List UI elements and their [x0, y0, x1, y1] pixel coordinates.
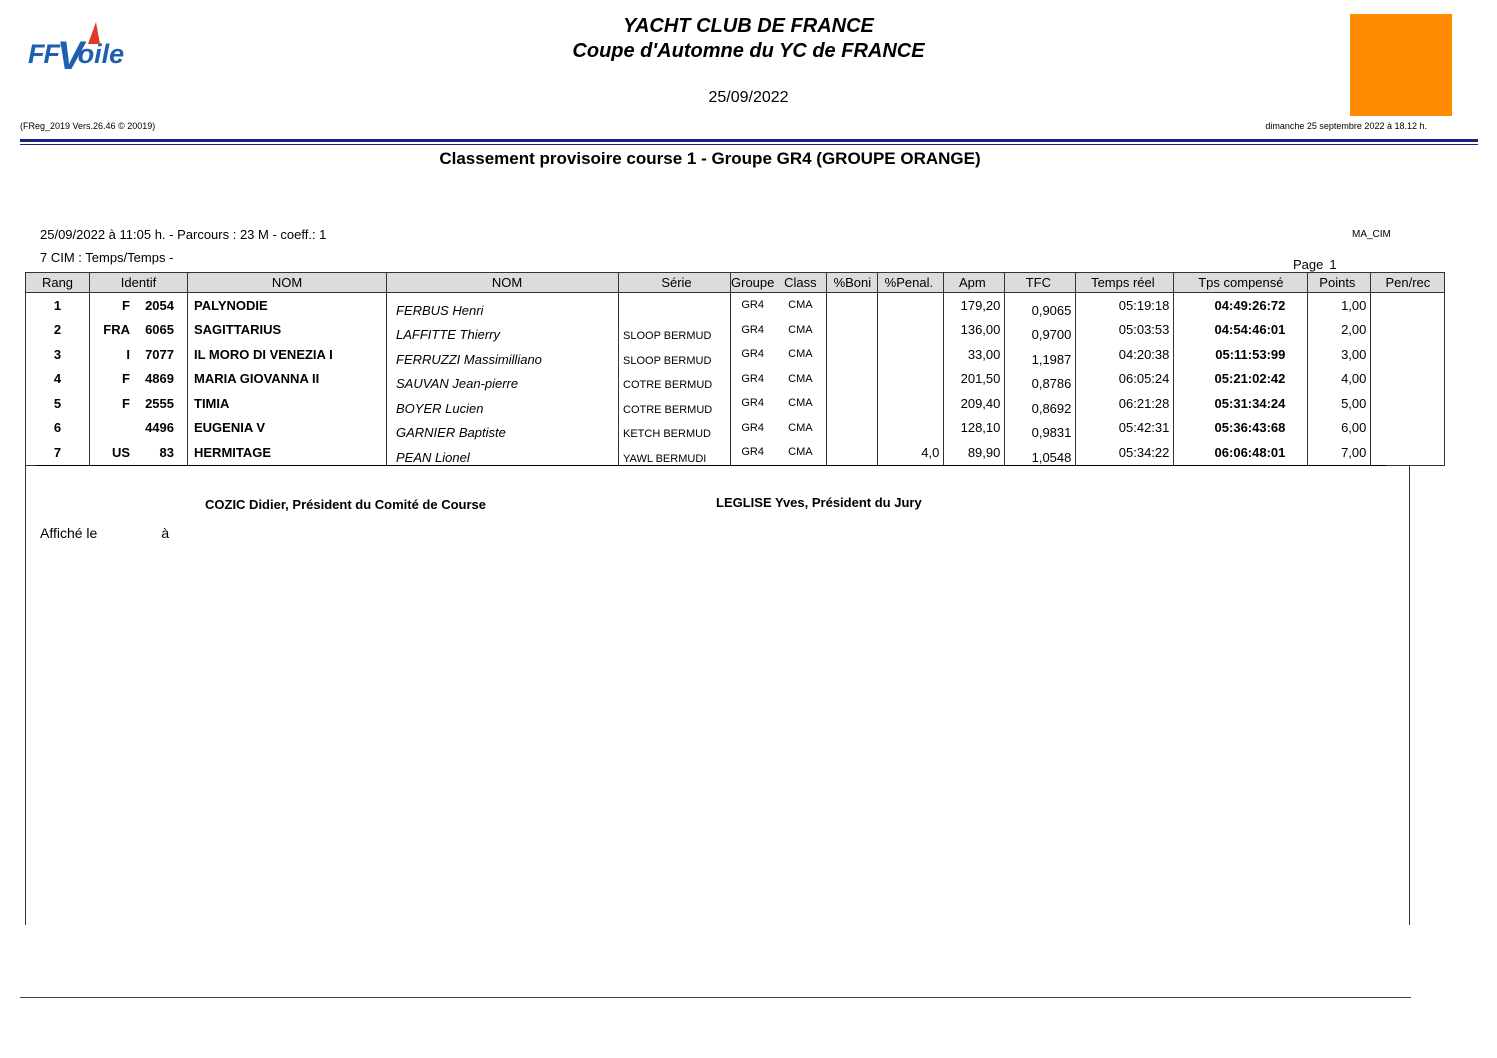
results-heading: Classement provisoire course 1 - Groupe GR4 (GROUPE ORANGE)	[439, 149, 981, 168]
cell-penal: 4,0	[878, 440, 944, 465]
col-tps-compense: Tps compensé	[1174, 273, 1308, 293]
cell-serie: KETCH BERMUD	[619, 416, 731, 441]
cell-boni	[827, 318, 878, 343]
cell-boni	[827, 440, 878, 465]
cell-class: CMA	[774, 391, 827, 416]
col-penal: %Penal.	[878, 273, 944, 293]
table-bottom-rule	[36, 465, 1386, 466]
cell-penal	[878, 342, 944, 367]
col-identif: Identif	[90, 273, 188, 293]
cell-penal	[878, 391, 944, 416]
col-nom-boat: NOM	[188, 273, 387, 293]
cell-nation: US	[111, 444, 130, 460]
jury-signature: LEGLISE Yves, Président du Jury	[716, 495, 922, 510]
cell-nation: F	[122, 395, 130, 411]
cell-tfc: 0,8692	[1005, 391, 1076, 416]
table-row	[26, 391, 1445, 416]
cell-points: 1,00	[1308, 293, 1371, 318]
cell-points: 7,00	[1308, 440, 1371, 465]
cell-skipper: SAUVAN Jean-pierre	[387, 367, 619, 392]
cell-groupe: GR4	[731, 293, 775, 318]
cell-skipper: PEAN Lionel	[387, 440, 619, 465]
cell-class: CMA	[774, 367, 827, 392]
cell-penal	[878, 367, 944, 392]
cell-boni	[827, 367, 878, 392]
software-version: (FReg_2019 Vers.26.46 © 20019)	[20, 121, 156, 131]
cell-temps-reel: 05:34:22	[1076, 440, 1174, 465]
rating-code: MA_CIM	[1352, 229, 1391, 240]
cell-sail-number: 2054	[145, 297, 174, 313]
cell-groupe: GR4	[731, 416, 775, 441]
cell-points: 2,00	[1308, 318, 1371, 343]
cell-pen-rec	[1371, 391, 1445, 416]
cell-serie: COTRE BERMUD	[619, 391, 731, 416]
cell-class: CMA	[774, 416, 827, 441]
cell-penal	[878, 416, 944, 441]
cell-rang: 4	[26, 367, 90, 392]
cell-apm: 201,50	[944, 367, 1005, 392]
posted-line: Affiché le à	[40, 525, 170, 541]
col-points: Points	[1308, 273, 1371, 293]
cell-apm: 179,20	[944, 293, 1005, 318]
cell-boat-name: PALYNODIE	[188, 293, 387, 318]
cell-boat-name: TIMIA	[188, 391, 387, 416]
footer-rule	[20, 997, 1411, 998]
cell-sail-number: 4869	[145, 371, 174, 387]
cell-temps-reel: 05:42:31	[1076, 416, 1174, 441]
cell-nation: I	[126, 346, 130, 362]
cell-identif	[90, 318, 188, 343]
cell-serie: SLOOP BERMUD	[619, 318, 731, 343]
page-right-border	[1409, 465, 1410, 925]
cell-identif	[90, 391, 188, 416]
col-temps-reel: Temps réel	[1076, 273, 1174, 293]
group-color-box	[1350, 14, 1452, 116]
cell-boat-name: IL MORO DI VENEZIA I	[188, 342, 387, 367]
race-committee-signature: COZIC Didier, Président du Comité de Course	[205, 497, 486, 512]
cell-tfc: 1,0548	[1005, 440, 1076, 465]
cell-tfc: 0,8786	[1005, 367, 1076, 392]
cell-skipper: LAFFITTE Thierry	[387, 318, 619, 343]
cell-pen-rec	[1371, 367, 1445, 392]
cell-temps-reel: 05:19:18	[1076, 293, 1174, 318]
cell-tps-compense: 05:11:53:99	[1174, 342, 1308, 367]
cell-rang: 1	[26, 293, 90, 318]
cell-pen-rec	[1371, 440, 1445, 465]
col-nom-skipper: NOM	[387, 273, 619, 293]
header-divider	[20, 139, 1478, 142]
table-row	[26, 293, 1445, 318]
cell-identif	[90, 440, 188, 465]
page-left-border	[25, 465, 26, 925]
cell-apm: 136,00	[944, 318, 1005, 343]
cell-boni	[827, 342, 878, 367]
cell-class: CMA	[774, 342, 827, 367]
cell-pen-rec	[1371, 342, 1445, 367]
cell-temps-reel: 04:20:38	[1076, 342, 1174, 367]
col-pen-rec: Pen/rec	[1371, 273, 1445, 293]
cell-sail-number: 83	[159, 444, 174, 460]
cell-identif	[90, 416, 188, 441]
cell-temps-reel: 06:05:24	[1076, 367, 1174, 392]
table-row	[26, 440, 1445, 465]
cell-identif	[90, 367, 188, 392]
cell-tps-compense: 04:54:46:01	[1174, 318, 1308, 343]
cell-nation: FRA	[103, 322, 130, 338]
cell-penal	[878, 293, 944, 318]
cell-tfc: 0,9700	[1005, 318, 1076, 343]
cell-groupe: GR4	[731, 391, 775, 416]
cell-rang: 6	[26, 416, 90, 441]
cell-rang: 3	[26, 342, 90, 367]
results-table	[25, 272, 1445, 466]
cell-boni	[827, 293, 878, 318]
cell-sail-number: 7077	[145, 346, 174, 362]
cell-tps-compense: 06:06:48:01	[1174, 440, 1308, 465]
cell-serie: SLOOP BERMUD	[619, 342, 731, 367]
cell-apm: 33,00	[944, 342, 1005, 367]
col-apm: Apm	[944, 273, 1005, 293]
cell-nation: F	[122, 371, 130, 387]
cell-class: CMA	[774, 440, 827, 465]
cell-boat-name: HERMITAGE	[188, 440, 387, 465]
cell-boni	[827, 391, 878, 416]
rating-info: 7 CIM : Temps/Temps -	[40, 250, 174, 265]
cell-apm: 209,40	[944, 391, 1005, 416]
cell-tps-compense: 05:31:34:24	[1174, 391, 1308, 416]
cell-tps-compense: 04:49:26:72	[1174, 293, 1308, 318]
cell-rang: 2	[26, 318, 90, 343]
cell-serie: COTRE BERMUD	[619, 367, 731, 392]
cell-sail-number: 6065	[145, 322, 174, 338]
cell-serie	[619, 293, 731, 318]
cell-temps-reel: 06:21:28	[1076, 391, 1174, 416]
cell-points: 3,00	[1308, 342, 1371, 367]
table-row	[26, 367, 1445, 392]
cell-tps-compense: 05:21:02:42	[1174, 367, 1308, 392]
cell-tps-compense: 05:36:43:68	[1174, 416, 1308, 441]
cell-class: CMA	[774, 293, 827, 318]
cell-groupe: GR4	[731, 342, 775, 367]
col-rang: Rang	[26, 273, 90, 293]
header-divider-thin	[20, 144, 1478, 145]
cell-pen-rec	[1371, 318, 1445, 343]
cell-pen-rec	[1371, 416, 1445, 441]
cell-tfc: 1,1987	[1005, 342, 1076, 367]
cell-rang: 7	[26, 440, 90, 465]
col-serie: Série	[619, 273, 731, 293]
cell-pen-rec	[1371, 293, 1445, 318]
cell-points: 4,00	[1308, 367, 1371, 392]
event-date: 25/09/2022	[708, 89, 789, 106]
cell-penal	[878, 318, 944, 343]
cell-groupe: GR4	[731, 318, 775, 343]
cell-apm: 89,90	[944, 440, 1005, 465]
club-title: YACHT CLUB DE FRANCE	[623, 15, 874, 37]
cell-skipper: GARNIER Baptiste	[387, 416, 619, 441]
cell-boat-name: SAGITTARIUS	[188, 318, 387, 343]
cell-sail-number: 4496	[145, 420, 174, 436]
ffvoile-logo: FFVoile	[28, 28, 124, 73]
cell-groupe: GR4	[731, 440, 775, 465]
table-row	[26, 416, 1445, 441]
cell-apm: 128,10	[944, 416, 1005, 441]
table-header-row	[26, 273, 1445, 293]
table-row	[26, 318, 1445, 343]
event-title: Coupe d'Automne du YC de FRANCE	[572, 40, 925, 62]
cell-nation: F	[122, 297, 130, 313]
col-boni: %Boni	[827, 273, 878, 293]
race-info: 25/09/2022 à 11:05 h. - Parcours : 23 M - coeff.: 1	[40, 227, 327, 242]
cell-boni	[827, 416, 878, 441]
col-tfc: TFC	[1005, 273, 1076, 293]
cell-points: 6,00	[1308, 416, 1371, 441]
cell-identif	[90, 342, 188, 367]
table-row	[26, 342, 1445, 367]
cell-skipper: FERBUS Henri	[387, 293, 619, 318]
page-number: Page 1	[1293, 257, 1337, 272]
cell-skipper: BOYER Lucien	[387, 391, 619, 416]
cell-temps-reel: 05:03:53	[1076, 318, 1174, 343]
col-class: Class	[774, 273, 827, 293]
cell-sail-number: 2555	[145, 395, 174, 411]
cell-points: 5,00	[1308, 391, 1371, 416]
cell-identif	[90, 293, 188, 318]
cell-serie: YAWL BERMUDI	[619, 440, 731, 465]
cell-tfc: 0,9831	[1005, 416, 1076, 441]
cell-boat-name: EUGENIA V	[188, 416, 387, 441]
print-timestamp: dimanche 25 septembre 2022 à 18.12 h.	[1265, 121, 1427, 131]
cell-class: CMA	[774, 318, 827, 343]
cell-rang: 5	[26, 391, 90, 416]
cell-groupe: GR4	[731, 367, 775, 392]
cell-skipper: FERRUZZI Massimilliano	[387, 342, 619, 367]
cell-boat-name: MARIA GIOVANNA II	[188, 367, 387, 392]
cell-tfc: 0,9065	[1005, 293, 1076, 318]
col-groupe: Groupe	[731, 273, 775, 293]
